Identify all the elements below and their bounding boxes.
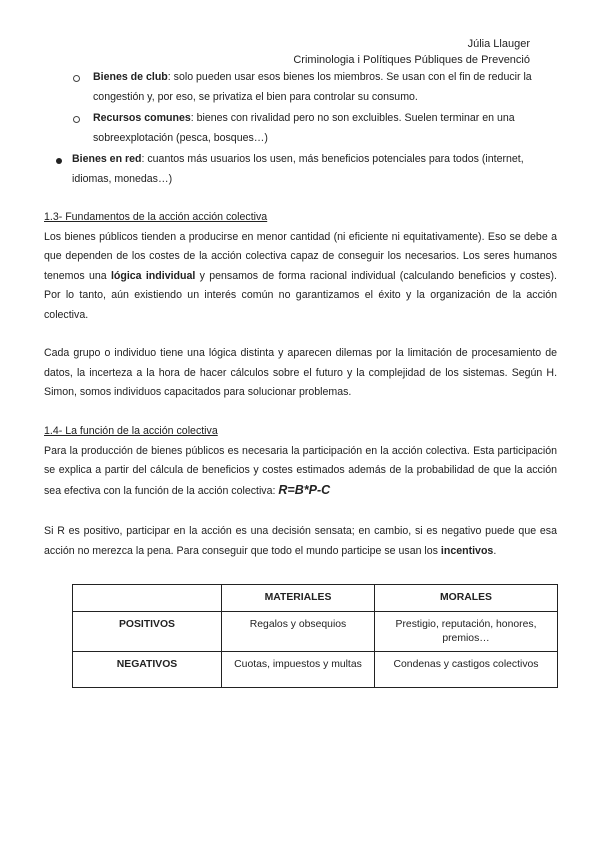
section-title: 1.3- Fundamentos de la acción acción colectiva <box>44 211 268 223</box>
text-line: Según H. Simon, somos individuos capacitados para solucionar problemas. <box>44 366 558 398</box>
table-header-cell <box>73 585 222 612</box>
table-header-cell: MATERIALES <box>222 585 375 612</box>
table-cell: Condenas y castigos colectivos <box>375 652 558 688</box>
list-item-text: : solo pueden usar esos bienes los miembros. Se usan con el fin de reducir la <box>167 71 532 83</box>
term-club: Bienes de club <box>93 71 168 83</box>
text-line: debe a que dependen de los costes de la acción colectiva capaz de conseguir los necesarios. Los seres <box>44 230 557 262</box>
incentives-table <box>72 584 558 688</box>
section-title: 1.4- La función de la acción colectiva <box>44 425 218 437</box>
term-common: Recursos comunes <box>93 112 191 124</box>
table-row-header: POSITIVOS <box>73 612 222 652</box>
formula: R=B*P-C <box>278 482 331 497</box>
section-1-3 <box>44 208 557 325</box>
text-line: de datos, la incerteza a la hora de hacer cálculos sobre el futuro y la complejidad de los sistemas. <box>44 347 557 379</box>
table-header-row <box>73 585 558 612</box>
author-name: Júlia Llauger <box>467 38 530 50</box>
emphasis-logica-individual: lógica individual <box>110 269 196 282</box>
paragraph <box>44 228 557 326</box>
text-line: Los bienes públicos tienden a producirse en menor cantidad (ni eficiente ni equitativamente). Eso se <box>44 230 521 243</box>
text-line: Cada grupo o individuo tiene una lógica distinta y aparecen dilemas por la limitación de procesamiento <box>44 347 542 359</box>
text-line: beneficios y costes). Por lo tanto, aún existiendo un interés común no garantizamos el éxito y la <box>44 269 557 301</box>
text-line: Si R es positivo, participar en la acción es una decisión sensata; en cambio, si es negativo puede que <box>44 525 537 537</box>
table-cell: Regalos y obsequios <box>222 612 375 652</box>
text-line: participación se explica a partir del cálcula de beneficios y costes estimados además de la probabilidad <box>44 444 557 476</box>
text-line: esa acción no merezca la pena. Para conseguir que todo el mundo participe se usan los incentivos. <box>44 525 557 557</box>
paragraph <box>44 522 557 561</box>
list-item-text: congestión y, por eso, se privatiza el bien para controlar su consumo. <box>93 90 418 103</box>
table-header-cell: MORALES <box>375 585 558 612</box>
text-line: Para la producción de bienes públicos es necesaria la participación en la acción colectiva. Esta <box>44 444 495 457</box>
list-item-network <box>72 150 558 189</box>
list-item-club <box>93 68 557 107</box>
paragraph <box>44 442 557 502</box>
text-line: humanos tenemos una lógica individual y pensamos de forma racional individual (calculando <box>44 250 557 282</box>
paragraph <box>44 344 557 403</box>
course-name: Criminologia i Polítiques Públiques de Prevenció <box>293 54 530 66</box>
list-item-text: : cuantos más usuarios los usen, más beneficios potenciales para todos (internet, <box>141 153 524 165</box>
table-row <box>73 612 558 652</box>
list-item-text: : bienes con rivalidad pero no son excluibles. Suelen terminar en una <box>190 112 515 124</box>
section-1-4 <box>44 422 557 501</box>
circle-bullet-icon <box>73 75 81 83</box>
list-item-text: idiomas, monedas…) <box>72 172 173 185</box>
emphasis-incentivos: incentivos <box>440 544 494 557</box>
table-row <box>73 652 558 688</box>
list-item-common <box>93 109 557 148</box>
table-cell: Cuotas, impuestos y multas <box>222 652 375 688</box>
text-line: de que la acción sea efectiva con la función de la acción colectiva: R=B*P-C <box>44 464 557 497</box>
list-item-text: sobreexplotación (pesca, bosques…) <box>93 131 268 144</box>
disc-bullet-icon <box>56 158 62 164</box>
table-row-header: NEGATIVOS <box>73 652 222 688</box>
term-network: Bienes en red <box>72 153 142 165</box>
text-line: organización de la acción colectiva. <box>44 289 557 321</box>
page-header <box>293 36 530 68</box>
circle-bullet-icon <box>73 116 81 124</box>
table-cell: Prestigio, reputación, honores, premios… <box>375 612 558 652</box>
